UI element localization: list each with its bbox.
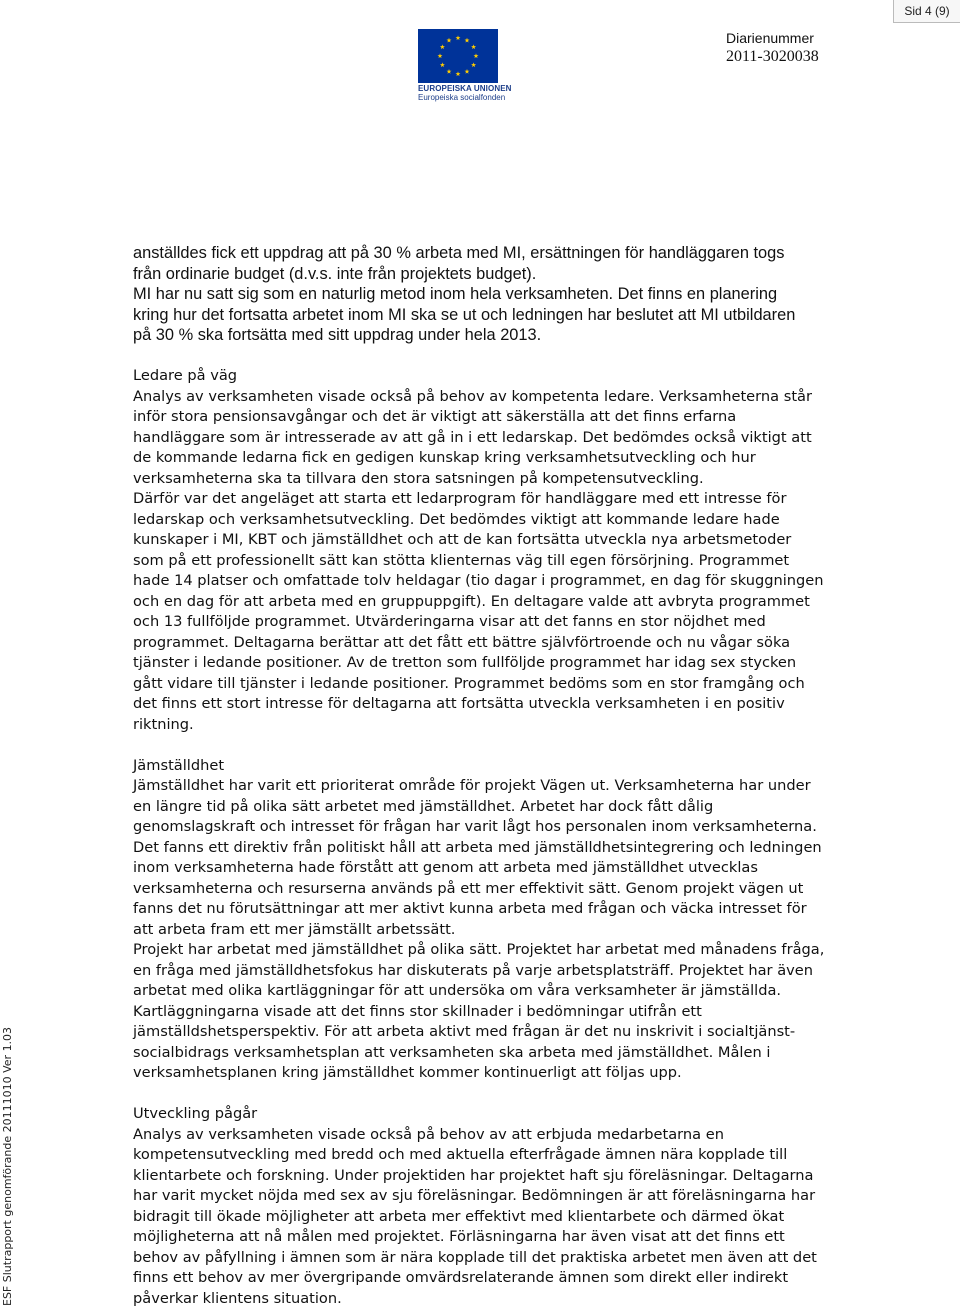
page-number-label: Sid 4 (9) bbox=[893, 0, 960, 23]
text-line: som på ett professionellt sätt kan stötta klienternas väg till egen försörjning. Programmet bbox=[133, 551, 948, 572]
text-line: har varit mycket nöjda med sex av sju föreläsningar. Bedömningen är att föreläsningarna har bbox=[133, 1186, 948, 1207]
intro-paragraph bbox=[133, 243, 948, 346]
text-line: Analys av verksamheten visade också på behov av kompetenta ledare. Verksamheterna står bbox=[133, 387, 948, 408]
section-utveckling-pagar bbox=[133, 1104, 948, 1309]
text-line: inför stora pensionsavgångar och det är viktigt att säkerställa att det finns erfarna bbox=[133, 407, 948, 428]
text-line: och en dag för att arbeta med en gruppuppgift). En deltagare valde att avbryta programmet bbox=[133, 592, 948, 613]
diarie-number: 2011-3020038 bbox=[726, 48, 819, 66]
text-line: tjänster i ledande positioner. Av de tretton som fullföljde programmet har idag sex stycken bbox=[133, 653, 948, 674]
text-line: Jämställdhet har varit ett prioriterat område för projekt Vägen ut. Verksamheterna har under bbox=[133, 776, 948, 797]
text-line: en längre tid på olika sätt arbetet med jämställdhet. Arbetet har dock fått dålig bbox=[133, 797, 948, 818]
diarie-block bbox=[726, 30, 819, 66]
eu-logo bbox=[418, 29, 500, 101]
text-line: en fråga med jämställdhetsfokus har diskuterats på varje arbetsplatsträff. Projektet har även bbox=[133, 961, 948, 982]
section-heading: Utveckling pågår bbox=[133, 1104, 948, 1125]
text-line: programmet. Deltagarna berättar att det fått ett bättre självförtroende och nu vågar söka bbox=[133, 633, 948, 654]
text-line: från ordinarie budget (d.v.s. inte från projektets budget). bbox=[133, 264, 948, 285]
text-line: det finns ett stort intresse för deltagarna att fortsätta utveckla verksamheten i en positiv bbox=[133, 694, 948, 715]
footer-version-text: ESF Slutrapport genomförande 20111010 Ver 1.03 bbox=[0, 976, 16, 1306]
text-line: genomslagskraft och intresset för frågan har varit lågt hos personalen inom verksamheterna. bbox=[133, 817, 948, 838]
logo-text-line1: EUROPEISKA UNIONEN bbox=[418, 84, 512, 93]
text-line: de kommande ledarna fick en gedigen kunskap kring verksamhetsutveckling och hur bbox=[133, 448, 948, 469]
text-line: behov av påfyllning i ämnen som är nära kopplade till det praktiska arbetet men även att det bbox=[133, 1248, 948, 1269]
text-line: klientarbete och forskning. Under projektiden har projektet haft sju föreläsningar. Deltagarna bbox=[133, 1166, 948, 1187]
text-line: arbetat med olika kartläggningar för att undersöka om våra verksamheter är jämställda. bbox=[133, 981, 948, 1002]
text-line: socialbidrags verksamhetsplan att verksamheten ska arbeta med jämställdhet. Målen i bbox=[133, 1043, 948, 1064]
section-jamstalldhet bbox=[133, 756, 948, 1084]
text-line: och 13 fullföljde programmet. Utvärderingarna visar att det fanns en stor nöjdhet med bbox=[133, 612, 948, 633]
text-line: kompetensutveckling med bredd och med aktuella efterfrågade ämnen nära kopplade till bbox=[133, 1145, 948, 1166]
text-line: Kartläggningarna visade att det finns stor skillnader i bedömningar utifrån ett bbox=[133, 1002, 948, 1023]
diarie-label: Diarienummer bbox=[726, 30, 819, 46]
text-line: jämställdshetsperspektiv. För att arbeta aktivt med frågan är det nu inskrivit i socialtjänst- bbox=[133, 1022, 948, 1043]
eu-flag-icon bbox=[418, 29, 498, 83]
text-line: verksamhetsplanen kring jämställdhet kommer kontinuerligt att följas upp. bbox=[133, 1063, 948, 1084]
section-heading: Ledare på väg bbox=[133, 366, 948, 387]
text-line: inom verksamheterna hade förstått att genom att arbeta med jämställdhet utvecklas bbox=[133, 858, 948, 879]
text-line: kunskaper i MI, KBT och jämställdhet och att de kan fortsätta utveckla nya arbetsmetoder bbox=[133, 530, 948, 551]
text-line: anställdes fick ett uppdrag att på 30 % arbeta med MI, ersättningen för handläggaren togs bbox=[133, 243, 948, 264]
text-line: handläggare som är intresserade av att gå in i ett ledarskap. Det bedömdes också viktigt att bbox=[133, 428, 948, 449]
section-ledare-pa-vag bbox=[133, 366, 948, 735]
section-heading: Jämställdhet bbox=[133, 756, 948, 777]
text-line: hade 14 platser och omfattade tolv heldagar (tio dagar i programmet, en dag för skuggningen bbox=[133, 571, 948, 592]
text-line: gått vidare till tjänster i ledande positioner. Programmet bedöms som en stor framgång och bbox=[133, 674, 948, 695]
text-line: MI har nu satt sig som en naturlig metod inom hela verksamheten. Det finns en planering bbox=[133, 284, 948, 305]
text-line: Därför var det angeläget att starta ett ledarprogram för handläggare med ett intresse för bbox=[133, 489, 948, 510]
text-line: Det fanns ett direktiv från politiskt håll att arbeta med jämställdhetsintegrering och ledningen bbox=[133, 838, 948, 859]
document-body bbox=[133, 243, 948, 1309]
text-line: kring hur det fortsatta arbetet inom MI ska se ut och ledningen har beslutet att MI utbildaren bbox=[133, 305, 948, 326]
text-line: ledarskap och verksamhetsutveckling. Det bedömdes viktigt att kommande ledare hade bbox=[133, 510, 948, 531]
text-line: Projekt har arbetat med jämställdhet på olika sätt. Projektet har arbetat med månadens fråga, bbox=[133, 940, 948, 961]
text-line: finns ett behov av mer övergripande omvärdsrelaterande ämnen som direkt eller indirekt bbox=[133, 1268, 948, 1289]
text-line: verksamheterna och resurserna används på ett mer effektivit sätt. Genom projekt vägen ut bbox=[133, 879, 948, 900]
text-line: på 30 % ska fortsätta med sitt uppdrag under hela 2013. bbox=[133, 325, 948, 346]
text-line: bidragit till ökade möjligheter att arbeta mer effektivt med klientarbete och därmed ökat bbox=[133, 1207, 948, 1228]
text-line: möjligheterna att nå målen med projektet. Förläsningarna har även visat att det finns ett bbox=[133, 1227, 948, 1248]
text-line: att arbeta fram ett mer jämställt arbetssätt. bbox=[133, 920, 948, 941]
text-line: fanns det nu förutsättningar att mer aktivt kunna arbeta med frågan och väcka intresset för bbox=[133, 899, 948, 920]
text-line: påverkar klientens situation. bbox=[133, 1289, 948, 1309]
text-line: riktning. bbox=[133, 715, 948, 736]
text-line: Analys av verksamheten visade också på behov av att erbjuda medarbetarna en bbox=[133, 1125, 948, 1146]
text-line: verksamheterna ska ta tillvara den stora satsningen på kompetensutveckling. bbox=[133, 469, 948, 490]
logo-text-line2: Europeiska socialfonden bbox=[418, 93, 505, 102]
